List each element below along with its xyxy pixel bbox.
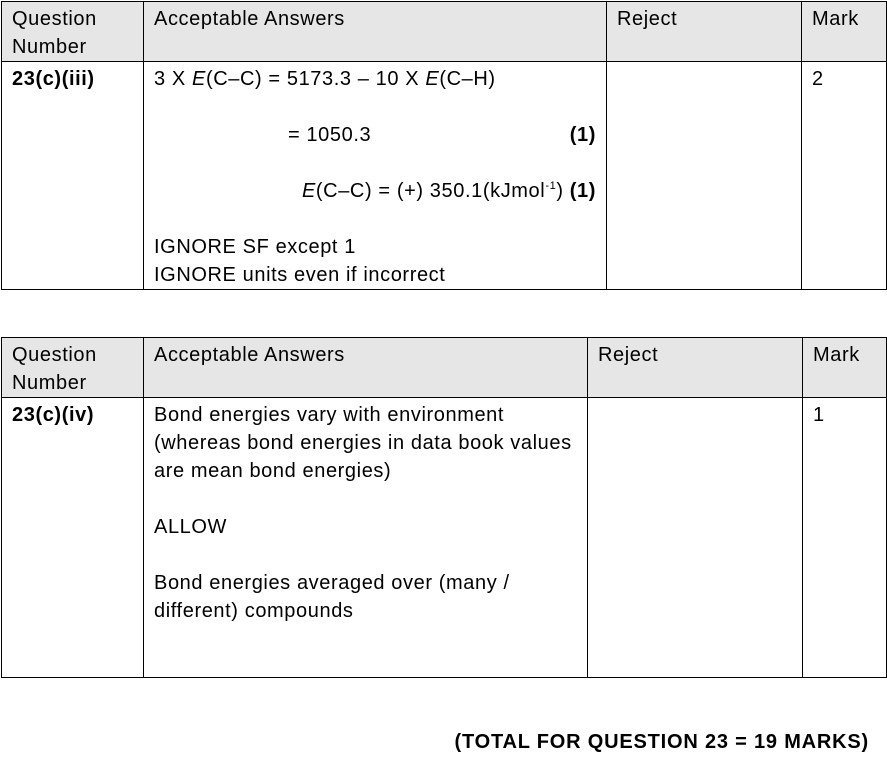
header-question-number: Question Number	[2, 338, 144, 398]
equation-line-1	[154, 65, 596, 93]
header-acceptable-answers: Acceptable Answers	[144, 2, 607, 62]
answer-row	[2, 62, 887, 290]
mark-cell: 2	[802, 62, 887, 290]
eq3-superscript: -1	[545, 180, 557, 192]
eq1-energy-symbol-1: E	[191, 68, 206, 90]
equation-line-3	[154, 177, 596, 205]
eq3-part-b: )	[556, 180, 564, 202]
answer-paragraph-1: Bond energies vary with environment (whereas bond energies in data book values are mean bond energies)	[154, 404, 572, 482]
eq3-energy-symbol: E	[301, 180, 316, 202]
header-mark: Mark	[803, 338, 887, 398]
header-reject: Reject	[607, 2, 802, 62]
answer-paragraph-2: Bond energies averaged over (many / different) compounds	[154, 572, 510, 622]
eq1-energy-symbol-2: E	[425, 68, 440, 90]
eq1-part-b: (C–C) = 5173.3 – 10 X	[205, 68, 426, 90]
eq2-value: = 1050.3	[288, 124, 372, 146]
reject-cell	[588, 398, 803, 678]
header-mark: Mark	[802, 2, 887, 62]
allow-label: ALLOW	[154, 516, 228, 538]
question-total: (TOTAL FOR QUESTION 23 = 19 MARKS)	[454, 731, 869, 753]
mark-scheme-table-iii	[1, 1, 887, 290]
question-number: 23(c)(iv)	[2, 398, 144, 678]
acceptable-answers-cell	[144, 398, 588, 678]
eq3-mark: (1)	[569, 180, 596, 202]
eq1-part-a: 3 X	[154, 68, 192, 90]
header-row	[2, 2, 887, 62]
question-number: 23(c)(iii)	[2, 62, 144, 290]
header-reject: Reject	[588, 338, 803, 398]
eq2-mark: (1)	[569, 124, 596, 146]
mark-cell: 1	[803, 398, 887, 678]
reject-cell	[607, 62, 802, 290]
mark-scheme-table-iv	[1, 337, 887, 678]
acceptable-answers-cell	[144, 62, 607, 290]
header-acceptable-answers: Acceptable Answers	[144, 338, 588, 398]
ignore-units-note: IGNORE units even if incorrect	[154, 264, 446, 286]
header-row	[2, 338, 887, 398]
ignore-sf-note: IGNORE SF except 1	[154, 236, 356, 258]
header-question-number: Question Number	[2, 2, 144, 62]
equation-line-2	[154, 121, 596, 149]
eq1-part-c: (C–H)	[439, 68, 496, 90]
eq3-part-a: (C–C) = (+) 350.1(kJmol	[315, 180, 546, 202]
answer-row	[2, 398, 887, 678]
